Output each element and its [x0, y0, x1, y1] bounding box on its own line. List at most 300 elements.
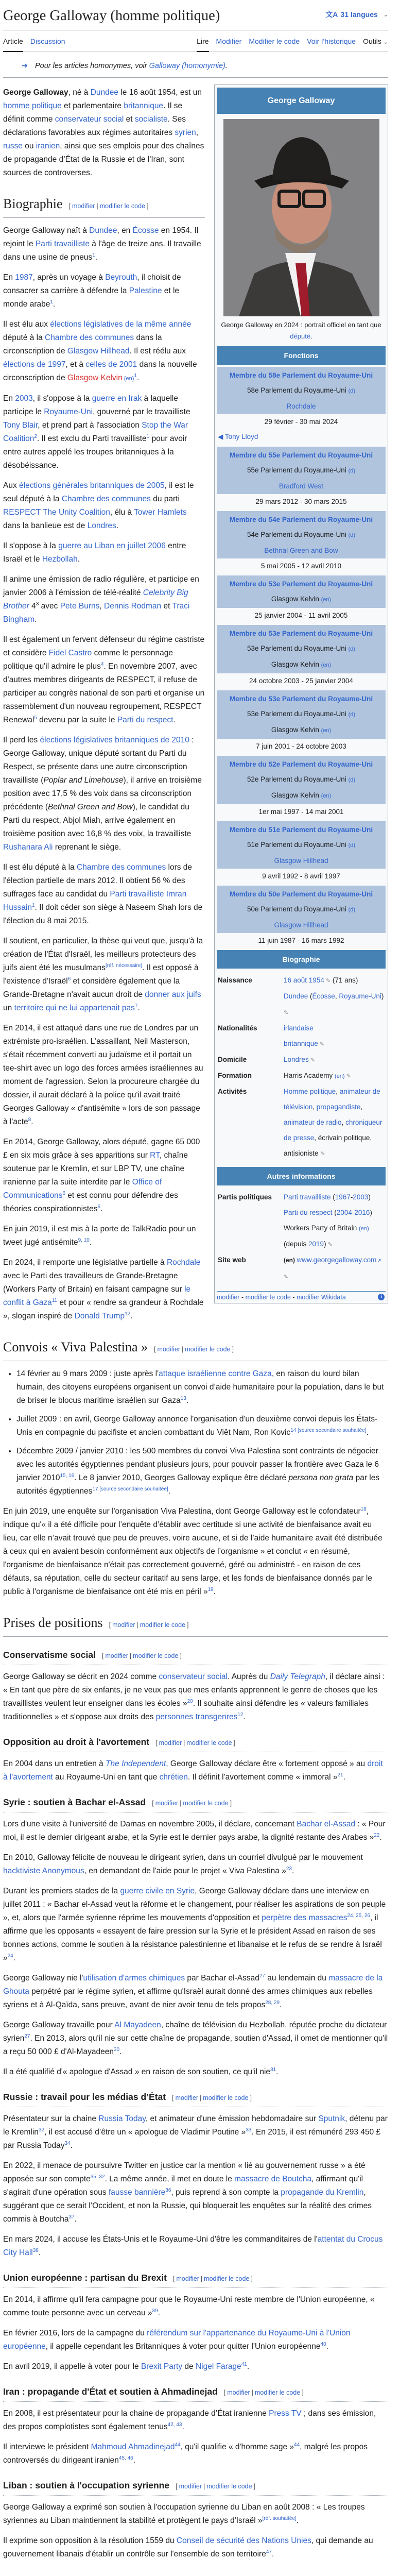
row-label: Partis politiques [218, 1193, 272, 1201]
function-title[interactable]: Membre du 53e Parlement du Royaume-Uni [229, 630, 373, 637]
link[interactable]: chroniqueur de presse [284, 1118, 382, 1142]
link[interactable]: Royaume-Uni [44, 408, 93, 416]
text: . [53, 300, 56, 309]
edit-source-link[interactable]: modifier le code [99, 202, 145, 210]
reference-marker[interactable]: 1 [146, 433, 150, 439]
row-label: Naissance [218, 976, 252, 984]
link[interactable]: animateur de télévision [284, 1088, 380, 1111]
link[interactable]: député [290, 332, 311, 340]
text: . [247, 2362, 250, 2371]
text: (71 ans) [331, 976, 358, 984]
function-title[interactable]: Membre du 55e Parlement du Royaume-Uni [229, 451, 373, 459]
reference-marker[interactable]: 24 [7, 1953, 13, 1959]
text: . Il est exclu du Parti travailliste [37, 434, 147, 443]
reference-marker[interactable]: 3 [36, 601, 39, 607]
reference-marker[interactable]: 36 [165, 2187, 171, 2193]
link[interactable]: élections générales britanniques de 2005 [19, 481, 165, 490]
separator: | [200, 2094, 202, 2102]
link[interactable]: massacre de la Ghouta [3, 1974, 383, 1996]
italic-text: persona non grata [288, 1473, 354, 1482]
link[interactable]: Tony Blair [3, 421, 38, 430]
text: , né à [68, 88, 91, 97]
reference-marker[interactable]: 23 [286, 1866, 292, 1872]
infobox-row [217, 1084, 386, 1162]
text: . [100, 1205, 103, 1213]
link[interactable]: Parti travailliste [35, 240, 90, 248]
link[interactable]: Parti du respect [117, 716, 173, 724]
link[interactable]: Celebrity Big Brother [3, 588, 188, 611]
reference-marker[interactable]: 38 [32, 2247, 39, 2253]
link[interactable]: britannique [124, 101, 164, 110]
heading-text: Opposition au droit à l'avortement [3, 1737, 150, 1747]
lead-paragraph [3, 86, 205, 180]
function-title[interactable]: Membre du 51e Parlement du Royaume-Uni [229, 826, 373, 834]
reference-marker[interactable]: 1 [134, 372, 137, 379]
link[interactable]: 1967 [335, 1193, 351, 1201]
row-label: Domicile [218, 1056, 247, 1063]
section-heading [3, 1337, 388, 1361]
pencil-icon[interactable]: ✎ [318, 1041, 325, 1047]
link[interactable]: Dundee [89, 226, 117, 235]
tab-article[interactable]: Article [3, 37, 23, 45]
red-link[interactable]: Glasgow Kelvin [67, 374, 123, 382]
reference-marker[interactable]: 44 [294, 2442, 300, 2448]
reference-marker[interactable]: 21 [337, 1772, 343, 1778]
paragraph [3, 1505, 388, 1599]
reference-marker[interactable]: 27 [259, 1973, 265, 1979]
text: dans la banlieue est de [3, 521, 88, 530]
edit-source-link[interactable]: modifier le code [203, 2094, 249, 2102]
text: En 2014, il affirme qu'il fera campagne pour que le Royaume-Uni reste membre de l'Union européenne, « comme toute personne avec un cerveau » [3, 2295, 375, 2317]
link[interactable]: Al Mayadeen [114, 2021, 161, 2029]
function-title[interactable]: Membre du 52e Parlement du Royaume-Uni [229, 760, 373, 768]
reference-marker[interactable]: 13 [180, 1395, 186, 1401]
link[interactable]: Dundee [284, 992, 308, 1000]
link[interactable]: propagandiste [316, 1103, 361, 1111]
function-title[interactable]: Membre du 58e Parlement du Royaume-Uni [229, 371, 373, 379]
reference-marker[interactable]: 22 [374, 1832, 380, 1838]
text: . [186, 1396, 189, 1405]
link[interactable]: celles de 2001 [85, 360, 137, 369]
section-heading [3, 2479, 388, 2496]
link[interactable]: guerre civile en Syrie [120, 1887, 195, 1895]
hatnote-link[interactable]: Galloway (homonymie) [149, 62, 225, 70]
link[interactable]: Écosse [312, 992, 335, 1000]
text: , il appelle cependant les Britanniques à voter pour quitter l'Union européenne [45, 2342, 321, 2351]
edit-section-link[interactable]: modifier [159, 1739, 182, 1747]
tab-edit[interactable]: Modifier [216, 37, 242, 45]
tab-edit-source[interactable]: Modifier le code [249, 37, 300, 45]
link[interactable]: attentat du Crocus City Hall [3, 2235, 383, 2257]
link[interactable]: Homme politique [284, 1088, 336, 1095]
reference-marker[interactable]: 11 [51, 1297, 58, 1303]
wikidata-tag[interactable]: (d) [348, 388, 356, 394]
text: . [77, 555, 80, 564]
reference-marker[interactable]: 20 [187, 1698, 193, 1704]
edit-section-link[interactable]: modifier [72, 202, 95, 210]
reference-marker[interactable]: 42, 43 [167, 2421, 182, 2428]
function-title[interactable]: Membre du 53e Parlement du Royaume-Uni [229, 580, 373, 588]
link[interactable]: Royaume-Uni [339, 992, 381, 1000]
text: de [182, 2362, 196, 2371]
text: . [13, 1954, 16, 1962]
text: . [119, 2047, 122, 2056]
link[interactable]: Press TV [269, 2409, 302, 2418]
section-edit-links [224, 2389, 304, 2396]
link[interactable]: Daily Telegraph [270, 1672, 325, 1681]
link[interactable]: Bachar el-Assad [297, 1820, 355, 1828]
text: , affirmant qu'il s'agirait d'une opération sous [3, 2175, 363, 2197]
chevron-down-icon: ⌄ [383, 39, 388, 45]
function-block [217, 511, 386, 558]
bracket: [ [155, 1739, 158, 1747]
reference-marker[interactable]: 35, 32 [90, 2174, 105, 2180]
function-title[interactable]: Membre du 50e Parlement du Royaume-Uni [229, 890, 373, 898]
portrait-caption [217, 316, 386, 344]
wikidata-tag[interactable]: (d) [348, 646, 356, 652]
pencil-icon[interactable]: ✎ [308, 1057, 316, 1063]
reference-marker[interactable]: 39 [152, 2308, 158, 2314]
edit-source-link[interactable]: modifier le code [183, 1800, 229, 1807]
text: En [3, 394, 15, 403]
link[interactable]: 2003 [353, 1193, 369, 1201]
link[interactable]: élections de 1997 [3, 360, 66, 369]
reference-marker[interactable]: 6 [67, 976, 71, 982]
link[interactable]: socialiste [134, 115, 168, 124]
reference-marker[interactable]: 14 [source secondaire souhaitée] [290, 1427, 367, 1433]
tab-discussion[interactable]: Discussion [30, 37, 65, 45]
link[interactable]: Fidel Castro [48, 649, 92, 657]
reference-marker[interactable]: 24, 25, 26 [347, 1912, 370, 1919]
link[interactable]: conservateur social [159, 1672, 228, 1681]
text: ), le candidat du Parti du respect, Abjol Miah, arrive également en troisième position avec 16,8 % des voix, la travailliste [3, 803, 192, 838]
edit-source-link[interactable]: modifier le code [133, 1652, 179, 1659]
portrait-illustration [223, 119, 379, 316]
link[interactable]: guerre en Irak [92, 394, 142, 403]
wikidata-tag[interactable]: (d) [348, 842, 356, 849]
reference-marker[interactable]: 12 [237, 1711, 244, 1718]
reference-marker[interactable]: 28, 29 [265, 1999, 280, 2006]
link[interactable]: Chambre des communes [61, 495, 151, 503]
reference-marker[interactable]: 30 [113, 2046, 120, 2053]
edit-source-link[interactable]: modifier le code [254, 2389, 301, 2396]
link[interactable]: Tower Hamlets [134, 508, 187, 517]
link[interactable]: Dundee [90, 88, 119, 97]
reference-marker[interactable]: [réf. nécessaire] [106, 962, 143, 969]
function-title[interactable]: Membre du 53e Parlement du Royaume-Uni [229, 695, 373, 703]
text: , [360, 1103, 363, 1111]
link[interactable]: Chambre des communes [77, 863, 166, 872]
constituency-name[interactable]: Rochdale [286, 402, 316, 410]
text: et pour « rendre sa grandeur à Rochdale », slogan inspiré de [3, 1298, 204, 1320]
function-title[interactable]: Membre du 54e Parlement du Royaume-Uni [229, 516, 373, 523]
reference-marker[interactable]: 8 [28, 1116, 31, 1123]
link[interactable]: Hezbollah [42, 555, 78, 564]
infobox-edit-link[interactable]: modifier [217, 1294, 240, 1301]
edit-section-link[interactable]: modifier [157, 1346, 181, 1353]
text: . Il souhaite ainsi défendre les « valeurs familiales traditionnelles » et s'oppose aux droits des [3, 1699, 369, 1721]
link[interactable]: Parti travailliste Imran Hussain [3, 890, 187, 912]
language-tag[interactable]: (en) [335, 1073, 345, 1079]
link[interactable]: Conseil de sécurité des Nations Unies [176, 2536, 311, 2545]
link[interactable]: Dennis Rodman [104, 602, 162, 611]
link[interactable]: Rochdale [166, 1258, 201, 1267]
constituency-name[interactable]: Glasgow Hillhead [274, 857, 328, 865]
predecessor-link[interactable]: Tony Lloyd [224, 433, 258, 440]
link[interactable]: 2003 [15, 394, 33, 403]
constituency-name[interactable]: Bradford West [279, 482, 324, 490]
reference-marker[interactable]: 34 [64, 2140, 71, 2146]
link[interactable]: iranien [36, 142, 60, 150]
link[interactable]: Office of Communications [3, 1178, 162, 1200]
link[interactable]: élections législatives britanniques de 2010 [40, 736, 189, 744]
reference-marker[interactable]: 1 [92, 252, 95, 258]
text: . Il est opposé à l'existence d'Israël [3, 963, 199, 986]
reference-marker[interactable]: [réf. souhaitée] [262, 2515, 297, 2521]
link[interactable]: Parti travailliste [284, 1193, 331, 1201]
reference-marker[interactable]: 37 [68, 2214, 75, 2220]
infobox-row [217, 1190, 386, 1252]
link[interactable]: Traci Bingham [3, 602, 190, 624]
link[interactable]: Rushanara Ali [3, 843, 53, 852]
paragraph [3, 2327, 388, 2353]
wikidata-tag[interactable]: (d) [348, 711, 356, 718]
edit-source-link[interactable]: modifier le code [204, 2275, 250, 2282]
section-edit-links [172, 2094, 252, 2102]
text: En juin 2019, il est mis à la porte de TalkRadio pour un tweet jugé antisémite [3, 1225, 196, 1247]
reference-marker[interactable]: 2 [34, 433, 37, 439]
row-value [284, 1190, 386, 1252]
reference-marker[interactable]: 1 [50, 299, 53, 305]
text: au Royaume-Uni en tant que [53, 1773, 160, 1782]
text: Il est élu aux [3, 320, 50, 329]
row-value [284, 1052, 386, 1068]
language-tag[interactable]: (en) [321, 662, 332, 668]
text: . [137, 1004, 140, 1012]
edit-source-link[interactable]: modifier le code [185, 1346, 231, 1353]
link[interactable]: 2019 [308, 1240, 324, 1248]
link[interactable]: propagande du Kremlin [281, 2188, 364, 2197]
edit-section-link[interactable]: modifier [155, 1800, 179, 1807]
infobox-wikidata-link[interactable]: modifier Wikidata [296, 1294, 346, 1301]
text: et [161, 602, 172, 611]
text: 4 [29, 602, 36, 611]
link[interactable]: Stop the War Coalition [3, 421, 188, 443]
constituency-name[interactable]: Glasgow Hillhead [274, 921, 328, 929]
reference-marker[interactable]: 33 [246, 2127, 252, 2133]
pencil-icon[interactable]: ✎ [324, 978, 331, 984]
edit-section-link[interactable]: modifier [227, 2389, 250, 2396]
link[interactable]: syrien [175, 128, 196, 137]
edit-section-link[interactable]: modifier [105, 1652, 128, 1659]
link[interactable]: attaque israélienne contre Gaza [159, 1369, 272, 1378]
function-parliament [217, 527, 386, 543]
reference-marker[interactable]: 17 [source secondaire souhaitée] [92, 1486, 168, 1492]
info-icon[interactable]: i [378, 1294, 385, 1300]
link[interactable]: territoire qui ne lui appartenait pas [14, 1004, 135, 1012]
link[interactable]: irlandaise [284, 1024, 314, 1032]
link[interactable]: homme politique [3, 101, 62, 110]
reference-marker[interactable]: 1 [32, 902, 35, 908]
paragraph [3, 318, 205, 385]
link[interactable]: 2016 [354, 1209, 370, 1216]
text: . [182, 2422, 184, 2431]
function-constituency [217, 853, 386, 868]
link[interactable]: RESPECT The Unity Coalition [3, 508, 110, 517]
link[interactable]: Chambre des communes [45, 333, 134, 342]
tab-read[interactable]: Lire [197, 37, 209, 45]
text: . [379, 1833, 382, 1842]
link[interactable]: Nigel Farage [195, 2362, 241, 2371]
link[interactable]: perpètre des massacres [262, 1913, 347, 1922]
paragraph [3, 1256, 205, 1323]
link[interactable]: Parti du respect [284, 1209, 333, 1216]
link[interactable]: 16 août 1954 [284, 976, 324, 984]
function-constituency [217, 479, 386, 494]
link[interactable]: Sputnik [318, 2114, 345, 2123]
link[interactable]: Écosse [132, 226, 159, 235]
link[interactable]: donner aux juifs [145, 990, 201, 999]
link[interactable]: Londres [284, 1056, 309, 1063]
link[interactable]: utilisation d'armes chimiques [83, 1974, 185, 1982]
bracket: [ [154, 1346, 156, 1353]
link[interactable]: droit à l'avortement [3, 1759, 383, 1782]
link[interactable]: le conflit à Gaza [3, 1285, 191, 1307]
link[interactable]: animateur de radio [284, 1118, 342, 1126]
reference-marker[interactable]: 31 [270, 2066, 276, 2073]
link[interactable]: fausse bannière [108, 2188, 166, 2197]
wikidata-tag[interactable]: (d) [348, 468, 356, 474]
reference-marker[interactable]: 44 [175, 2442, 181, 2448]
language-tag[interactable]: (en) [359, 1226, 369, 1232]
link[interactable]: 2004 [336, 1209, 352, 1216]
language-selector[interactable] [325, 9, 388, 20]
function-dates: 25 janvier 2004 - 11 avril 2005 [254, 612, 348, 619]
text: , il affirme que les opposants « essayent de faire pression sur la Syrie et le président Assad en raison de ses bonnes actions, comme le soutien à la résistance palestinienne et libanaise et le refus de se rendre à Israël » [3, 1913, 382, 1962]
link[interactable]: chrétien [159, 1773, 188, 1782]
link[interactable]: 1987 [15, 273, 33, 282]
pencil-icon[interactable]: ✎ [284, 1010, 289, 1016]
row-value [284, 973, 386, 1021]
link[interactable]: hacktiviste Anonymous [3, 1867, 84, 1875]
infobox-edit-code-link[interactable]: modifier le code [245, 1294, 291, 1301]
link[interactable]: Beyrouth [105, 273, 137, 282]
function-block [217, 367, 386, 414]
portrait-image[interactable] [223, 119, 379, 316]
constituency-name[interactable]: Bethnal Green and Bow [264, 547, 338, 554]
wikidata-tag[interactable]: (d) [348, 532, 356, 538]
reference-marker[interactable]: 18 [360, 1506, 367, 1512]
text: , [99, 602, 105, 611]
reference-marker[interactable]: 9, 10 [78, 1237, 90, 1243]
edit-source-link[interactable]: modifier le code [186, 1739, 232, 1747]
link[interactable]: personnes transgenres [155, 1713, 238, 1721]
reference-marker[interactable]: 41 [241, 2361, 247, 2367]
tab-history[interactable]: Voir l’historique [307, 37, 356, 45]
link[interactable]: RT [150, 1151, 160, 1160]
wikidata-tag[interactable]: (d) [348, 907, 356, 913]
paragraph [3, 1818, 388, 1844]
link[interactable]: guerre au Liban en juillet 2006 [58, 541, 166, 550]
text: , [336, 1088, 340, 1095]
text: , George Galloway déclare dans une interview en juillet 2011 : « Bachar el-Assad veut la réforme et le changement, pour réaliser les aspirations de son peuple », et, alors que l'armée syrienne réprime les mouvements d'opposition et [3, 1887, 386, 1922]
language-tag[interactable]: (en) [122, 376, 134, 382]
row-label: Activités [218, 1088, 247, 1095]
link[interactable]: www.georgegalloway.com [297, 1256, 377, 1264]
link[interactable]: Londres [87, 521, 116, 530]
link[interactable]: Russia Today [98, 2114, 146, 2123]
function-dates: 29 mars 2012 - 30 mars 2015 [255, 498, 347, 505]
reference-marker[interactable]: 19 [207, 1586, 214, 1592]
text: . [158, 2309, 160, 2317]
tab-tools[interactable] [363, 36, 388, 45]
pencil-icon[interactable]: ✎ [320, 1151, 325, 1157]
language-tag[interactable]: (en) [321, 727, 332, 734]
link[interactable]: britannique [284, 1040, 318, 1047]
link[interactable]: Brexit Party [141, 2362, 183, 2371]
paragraph [3, 2065, 388, 2079]
link[interactable]: Glasgow Hillhead [67, 347, 130, 355]
reference-marker[interactable]: 7 [134, 1003, 138, 1009]
link[interactable]: Donald Trump [74, 1312, 125, 1320]
reference-marker[interactable]: 6 [62, 1190, 65, 1196]
reference-marker[interactable]: 27 [24, 2033, 30, 2039]
link[interactable]: The Independent [106, 1759, 166, 1768]
text: Lors d'une visite à l'université de Damas en novembre 2005, il déclare, concernant [3, 1820, 297, 1828]
text: , malgré les propos controversés du dirigeant iranien [3, 2443, 368, 2465]
text: En 2024, il remporte une législative partielle à [3, 1258, 167, 1267]
reference-marker[interactable]: 12 [125, 1311, 131, 1317]
list-item [16, 1413, 388, 1439]
link[interactable]: Mahmoud Ahmadinejad [91, 2443, 175, 2451]
pencil-icon[interactable]: ✎ [326, 1242, 333, 1248]
function-dates: 29 février - 30 mai 2024 [264, 418, 338, 426]
edit-section-link[interactable]: modifier [112, 1621, 135, 1629]
link[interactable]: référendum sur l'appartenance du Royaume-Uni à l'Union européenne [3, 2329, 351, 2351]
link[interactable]: Palestine [129, 286, 162, 295]
edit-section-link[interactable]: modifier [176, 2275, 199, 2282]
paragraph [3, 2019, 388, 2059]
reference-marker[interactable]: 32 [38, 2127, 45, 2133]
edit-source-link[interactable]: modifier le code [206, 2483, 252, 2490]
pencil-icon[interactable]: ✎ [284, 1274, 289, 1280]
reference-marker[interactable]: 15, 16 [60, 1472, 75, 1479]
reference-marker[interactable]: 6 [97, 1204, 101, 1210]
reference-marker[interactable]: 40 [320, 2341, 326, 2347]
reference-marker[interactable]: 45, 46 [118, 2455, 133, 2461]
language-tag[interactable]: (en) [321, 793, 332, 799]
paragraph [3, 224, 205, 264]
link[interactable]: massacre de Boutcha [234, 2175, 312, 2183]
reference-marker[interactable]: 4 [100, 661, 104, 667]
edit-source-link[interactable]: modifier le code [140, 1621, 186, 1629]
separator: - [239, 1294, 246, 1301]
wikidata-tag[interactable]: (d) [348, 777, 356, 783]
link[interactable]: russe [3, 142, 23, 150]
link[interactable]: conservateur social [55, 115, 124, 124]
pencil-icon[interactable]: ✎ [344, 1073, 351, 1079]
reference-marker[interactable]: 5 [34, 715, 37, 721]
heading-text: Russie : travail pour les médias d’État [3, 2092, 166, 2102]
edit-section-link[interactable]: modifier [179, 2483, 202, 2490]
link[interactable]: Pete Burns [60, 602, 100, 611]
link[interactable]: élections législatives de la même année [50, 320, 192, 329]
edit-section-link[interactable]: modifier [175, 2094, 199, 2102]
reference-marker[interactable]: 47 [266, 2549, 272, 2555]
section-edit-links [154, 1346, 234, 1353]
language-tag[interactable]: (en) [321, 597, 332, 603]
text: . [296, 2516, 299, 2525]
